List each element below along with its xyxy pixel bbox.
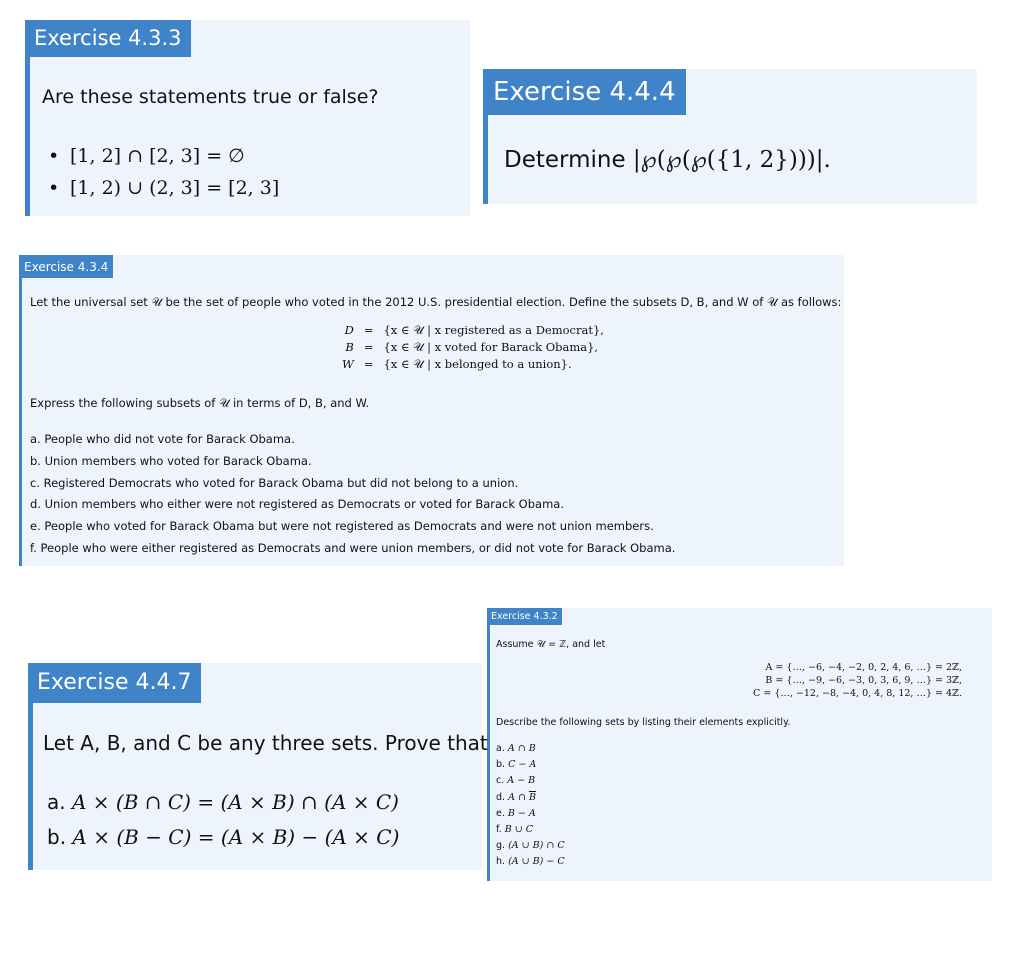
exercise-prompt: Let A, B, and C be any three sets. Prove that xyxy=(43,731,488,755)
question-item: c. A − B xyxy=(496,775,536,787)
assume-text: Assume 𝒰 = ℤ, and let xyxy=(496,639,606,650)
proof-item: a. A × (B ∩ C) = (A × B) ∩ (A × C) xyxy=(47,790,399,814)
proof-list xyxy=(47,785,399,855)
question-item: f. B ∪ C xyxy=(496,824,533,836)
exercise-title: Exercise 4.3.3 xyxy=(25,20,191,57)
question-item: a. People who did not vote for Barack Obama. xyxy=(30,432,295,446)
exercise-title: Exercise 4.3.4 xyxy=(19,255,113,278)
question-item: b. Union members who voted for Barack Obama. xyxy=(30,453,312,468)
express-instruction: Express the following subsets of 𝒰 in terms of D, B, and W. xyxy=(30,396,370,410)
exercise-prompt xyxy=(504,147,831,173)
question-item: d. Union members who either were not registered as Democrats or voted for Barack Obama. xyxy=(30,497,564,512)
set-definition: {x ∈ 𝒰 | x belonged to a union}. xyxy=(383,357,572,371)
question-item: h. (A ∪ B) − C xyxy=(496,856,565,868)
question-item: d. A ∩ $\overline{B}$ xyxy=(496,791,536,803)
set-symbol: W xyxy=(342,357,354,371)
exercise-4-3-3-card xyxy=(25,20,470,216)
set-symbol: D xyxy=(344,323,354,337)
equals-sign: = xyxy=(363,340,374,354)
question-item: g. (A ∪ B) ∩ C xyxy=(496,840,565,852)
question-item: c. Registered Democrats who voted for Barack Obama but did not belong to a union. xyxy=(30,475,519,490)
question-item: e. People who voted for Barack Obama but were not registered as Democrats and were not union members. xyxy=(30,519,654,534)
statement-item: • [1, 2) ∪ (2, 3] = [2, 3] xyxy=(40,172,279,204)
exercise-title: Exercise 4.3.2 xyxy=(487,608,562,625)
set-question-list xyxy=(496,741,565,871)
describe-instruction: Describe the following sets by listing their elements explicitly. xyxy=(496,717,791,728)
subset-question-list xyxy=(30,429,675,560)
equals-sign: = xyxy=(363,323,374,337)
exercise-4-3-4-card xyxy=(19,255,844,566)
equals-sign: = xyxy=(363,357,374,371)
set-definition: {x ∈ 𝒰 | x voted for Barack Obama}, xyxy=(383,340,599,354)
exercise-4-4-7-card xyxy=(28,663,488,870)
exercise-title: Exercise 4.4.7 xyxy=(28,663,201,703)
question-item: a. A ∩ B xyxy=(496,743,536,754)
set-definitions xyxy=(753,661,962,700)
set-definition: C = {…, −12, −8, −4, 0, 4, 8, 12, …} = 4ℤ. xyxy=(753,688,962,699)
complement-set: $\overline{B}$ xyxy=(528,791,536,803)
exercise-4-4-4-card xyxy=(483,69,977,204)
exercise-4-3-2-card xyxy=(487,608,992,881)
exercise-prompt: Are these statements true or false? xyxy=(42,86,379,108)
statement-item: • [1, 2] ∩ [2, 3] = ∅ xyxy=(40,140,279,172)
set-symbol: B xyxy=(345,340,354,354)
set-definition: A = {…, −6, −4, −2, 0, 2, 4, 6, …} = 2ℤ, xyxy=(765,662,962,673)
exercise-intro: Let the universal set 𝒰 be the set of people who voted in the 2012 U.S. presidential election. Define the subsets D, B, and W of 𝒰 as follows: xyxy=(30,295,842,309)
exercise-title: Exercise 4.4.4 xyxy=(483,69,686,115)
statement-list xyxy=(40,140,279,204)
set-definition: {x ∈ 𝒰 | x registered as a Democrat}, xyxy=(383,323,604,337)
determine-word: Determine xyxy=(504,147,626,173)
set-definition: B = {…, −9, −6, −3, 0, 3, 6, 9, …} = 3ℤ, xyxy=(765,675,962,686)
question-item: f. People who were either registered as Democrats and were union members, or did not vote for Barack Obama. xyxy=(30,540,676,555)
question-item: e. B − A xyxy=(496,807,536,819)
question-item: b. C − A xyxy=(496,759,537,771)
subset-definitions xyxy=(342,323,604,372)
proof-item: b. A × (B − C) = (A × B) − (A × C) xyxy=(47,825,400,849)
power-set-expression: |℘(℘(℘({1, 2})))|. xyxy=(632,147,831,173)
